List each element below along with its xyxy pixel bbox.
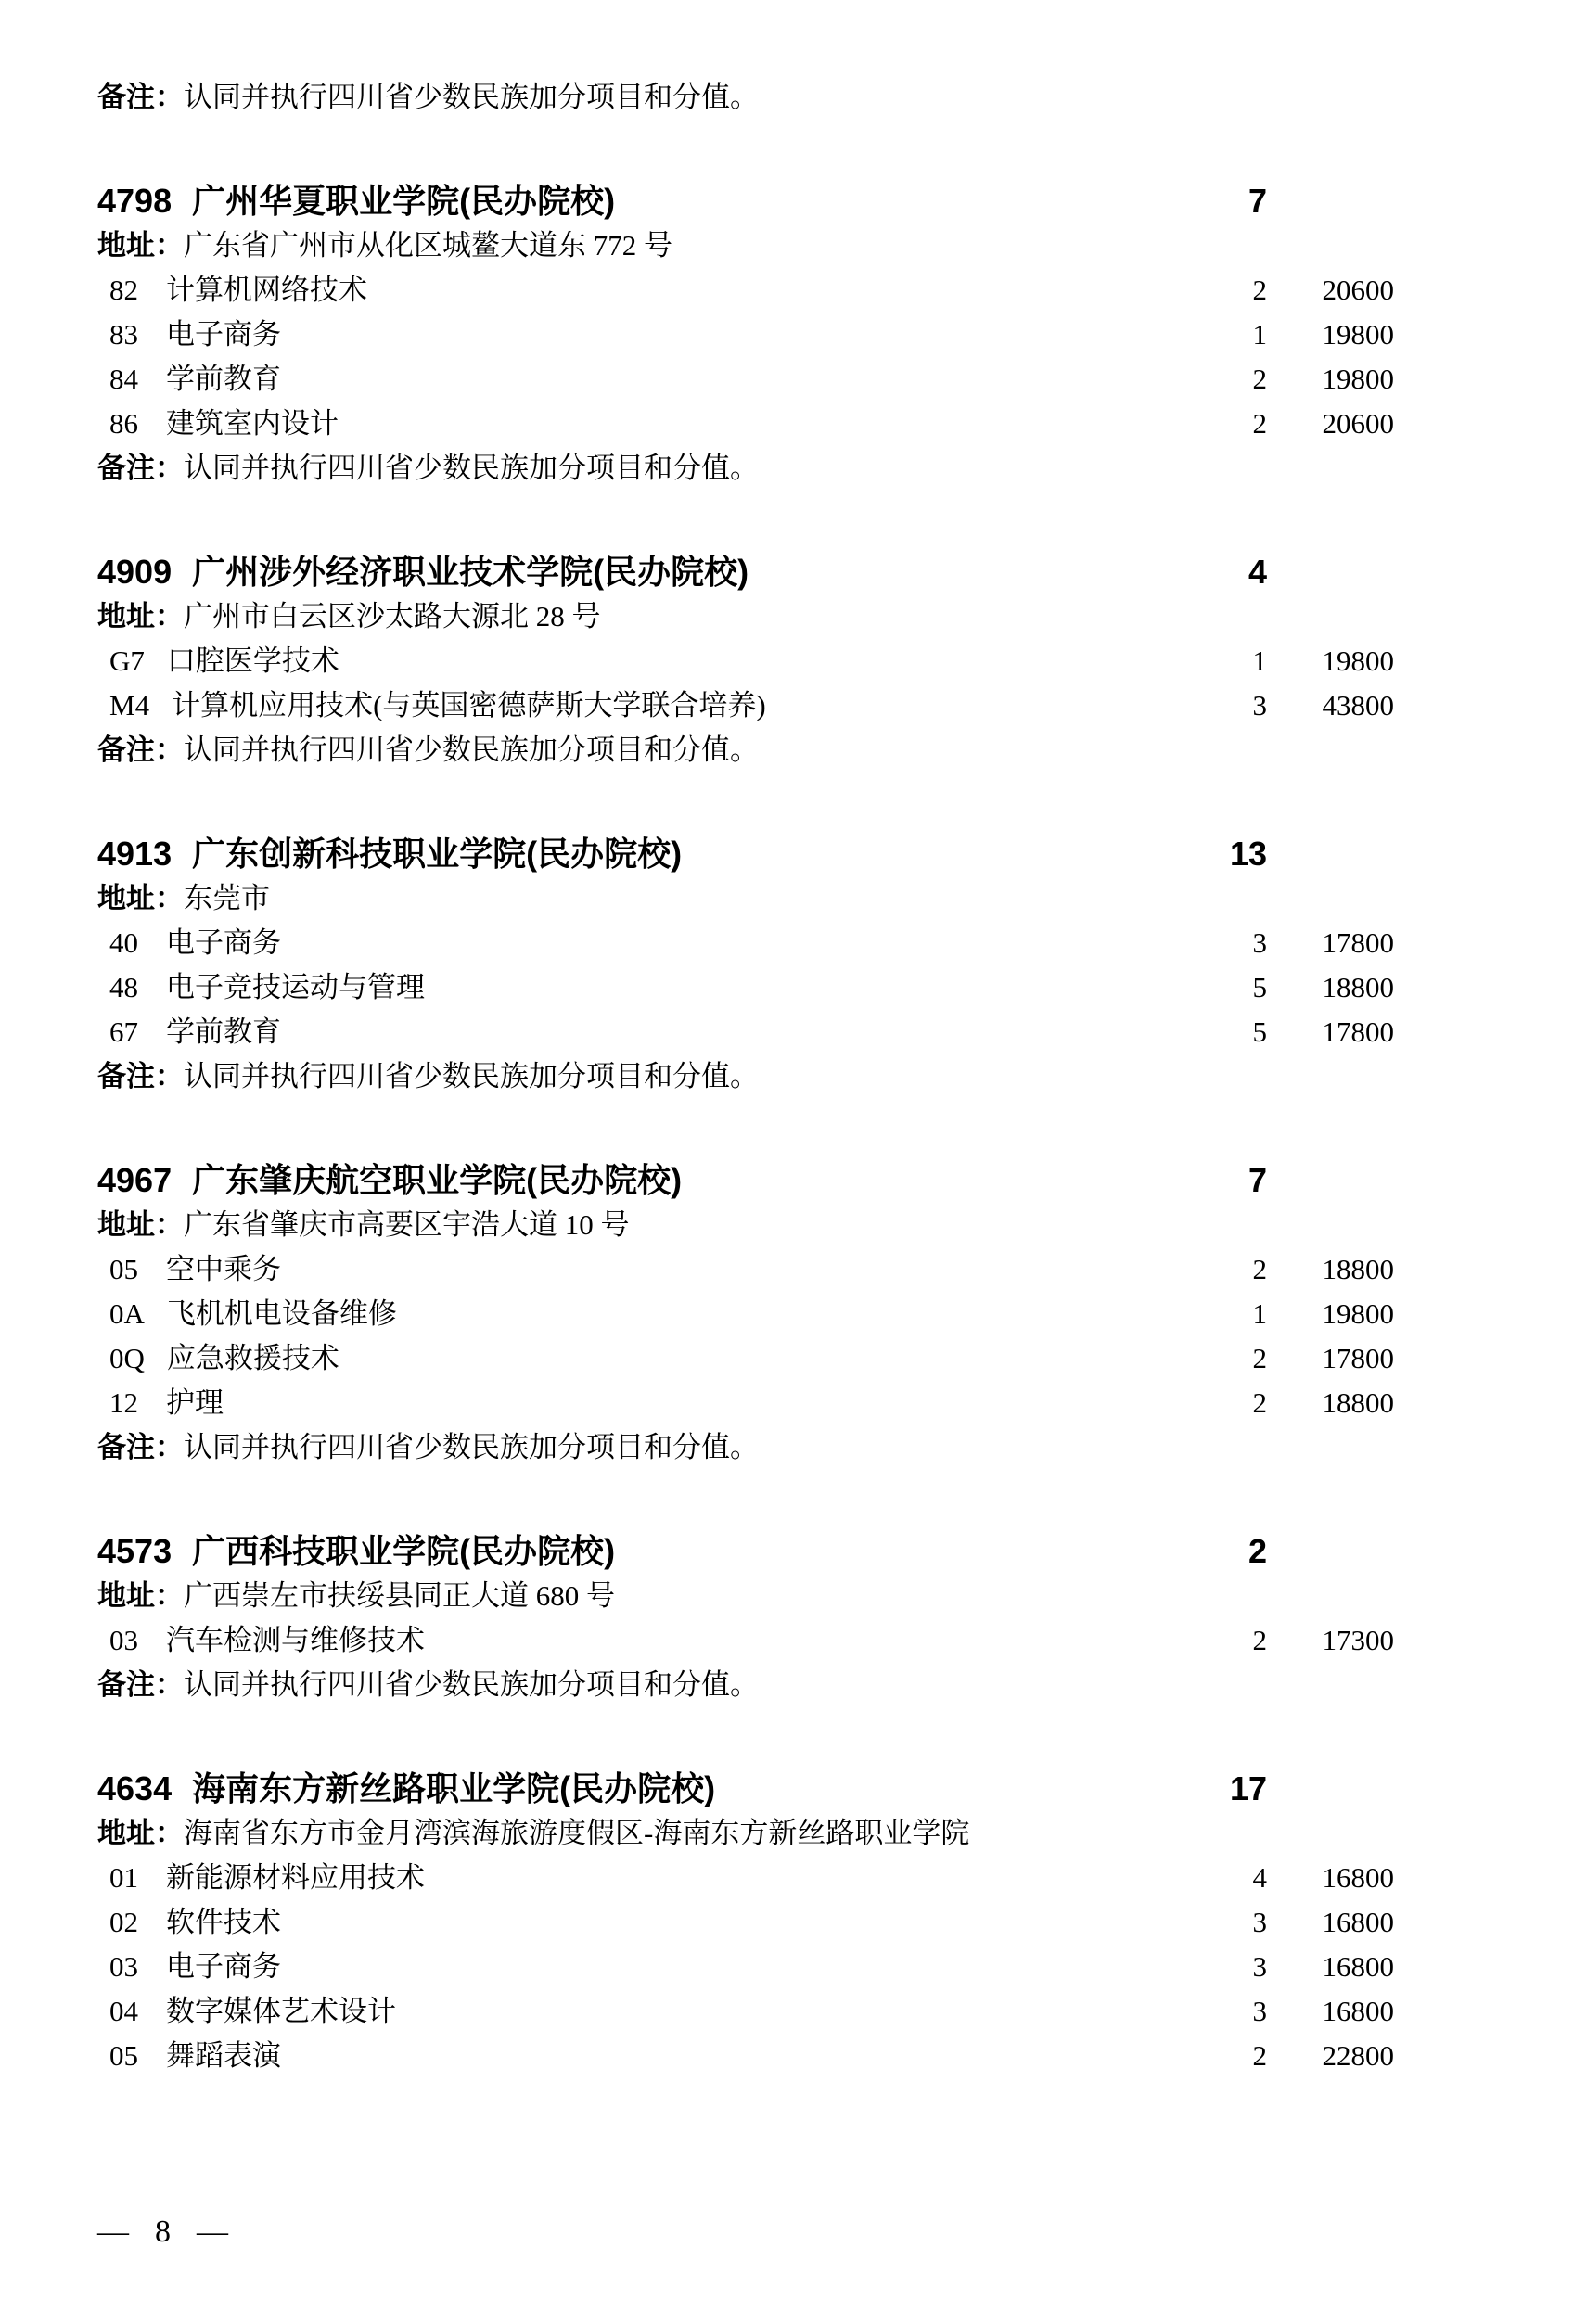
major-name: 飞机机电设备维修 <box>166 1297 397 1330</box>
school-address-line <box>97 1203 1574 1247</box>
major-fee: 18800 <box>1322 1253 1394 1285</box>
top-note-label: 备注： <box>97 81 184 113</box>
footer-dash-left: — <box>97 2215 129 2249</box>
major-count: 2 <box>1252 1342 1267 1374</box>
major-fee: 19800 <box>1322 318 1394 351</box>
page-footer <box>97 2210 228 2254</box>
major-name: 空中乘务 <box>166 1253 281 1285</box>
major-code: 82 <box>109 274 138 306</box>
address-text: 广东省肇庆市高要区宇浩大道 10 号 <box>184 1208 630 1241</box>
school-section <box>97 179 1574 491</box>
major-row <box>97 1247 1574 1292</box>
major-count: 3 <box>1252 689 1267 721</box>
major-code: 86 <box>109 407 138 440</box>
major-name: 电子商务 <box>166 1950 281 1983</box>
school-section <box>97 832 1574 1099</box>
school-name: 广西科技职业学院(民办院校) <box>192 1532 616 1570</box>
major-fee: 17300 <box>1322 1624 1394 1656</box>
major-rows <box>97 1618 1574 1663</box>
school-total-count: 2 <box>1248 1532 1267 1570</box>
major-row <box>97 1336 1574 1381</box>
address-text: 广东省广州市从化区城鳌大道东 772 号 <box>184 229 672 262</box>
major-code: 04 <box>109 1995 138 2027</box>
sections-list <box>97 179 1574 2078</box>
address-text: 广州市白云区沙太路大源北 28 号 <box>184 600 601 632</box>
school-section <box>97 550 1574 773</box>
major-count: 2 <box>1252 1624 1267 1656</box>
section-note-label: 备注： <box>97 1060 184 1092</box>
major-row <box>97 1856 1574 1900</box>
major-fee: 16800 <box>1322 1995 1394 2027</box>
major-name: 计算机应用技术(与英国密德萨斯大学联合培养) <box>172 689 766 721</box>
major-fee: 17800 <box>1322 926 1394 959</box>
section-note-line <box>97 1054 1574 1099</box>
major-count: 3 <box>1252 1906 1267 1938</box>
major-fee: 20600 <box>1322 274 1394 306</box>
major-fee: 22800 <box>1322 2039 1394 2072</box>
major-count: 2 <box>1252 2039 1267 2072</box>
school-code: 4909 <box>97 553 173 591</box>
major-row <box>97 639 1574 683</box>
major-count: 5 <box>1252 971 1267 1003</box>
section-note-label: 备注： <box>97 452 184 484</box>
major-code: 0Q <box>109 1342 145 1374</box>
section-note-line <box>97 446 1574 491</box>
address-label: 地址： <box>97 600 184 632</box>
major-row <box>97 1989 1574 2034</box>
major-row <box>97 2034 1574 2078</box>
school-name: 海南东方新丝路职业学院(民办院校) <box>192 1769 716 1807</box>
major-row <box>97 268 1574 313</box>
school-code: 4967 <box>97 1161 173 1199</box>
address-text: 广西崇左市扶绥县同正大道 680 号 <box>184 1579 615 1612</box>
major-code: 02 <box>109 1906 138 1938</box>
major-code: 03 <box>109 1950 138 1983</box>
major-code: 01 <box>109 1861 138 1894</box>
major-row <box>97 1381 1574 1425</box>
school-section <box>97 1767 1574 2078</box>
footer-page-number: 8 <box>155 2215 171 2249</box>
major-code: 83 <box>109 318 138 351</box>
major-row <box>97 1618 1574 1663</box>
school-section <box>97 1529 1574 1707</box>
major-rows <box>97 921 1574 1054</box>
major-count: 2 <box>1252 407 1267 440</box>
major-count: 5 <box>1252 1015 1267 1048</box>
major-fee: 19800 <box>1322 1297 1394 1330</box>
school-total-count: 7 <box>1248 1161 1267 1199</box>
section-note-label: 备注： <box>97 734 184 766</box>
school-code: 4913 <box>97 835 173 873</box>
major-row <box>97 683 1574 728</box>
school-name: 广东创新科技职业学院(民办院校) <box>192 835 683 873</box>
major-name: 应急救援技术 <box>166 1342 339 1374</box>
major-code: 40 <box>109 926 138 959</box>
major-name: 口腔医学技术 <box>166 645 339 677</box>
section-note-label: 备注： <box>97 1431 184 1463</box>
school-heading <box>97 1767 1574 1811</box>
footer-dash-right: — <box>197 2215 228 2249</box>
major-row <box>97 965 1574 1010</box>
major-code: 05 <box>109 2039 138 2072</box>
school-name: 广州华夏职业学院(民办院校) <box>192 182 616 220</box>
major-code: M4 <box>109 689 150 721</box>
major-fee: 19800 <box>1322 645 1394 677</box>
section-note-text: 认同并执行四川省少数民族加分项目和分值。 <box>184 1060 759 1092</box>
major-name: 电子竞技运动与管理 <box>166 971 425 1003</box>
major-count: 1 <box>1252 645 1267 677</box>
major-fee: 43800 <box>1322 689 1394 721</box>
major-row <box>97 357 1574 402</box>
major-row <box>97 313 1574 357</box>
major-row <box>97 1945 1574 1989</box>
major-row <box>97 1900 1574 1945</box>
address-text: 海南省东方市金月湾滨海旅游度假区-海南东方新丝路职业学院 <box>184 1817 970 1849</box>
school-name: 广州涉外经济职业技术学院(民办院校) <box>192 553 749 591</box>
major-code: 48 <box>109 971 138 1003</box>
major-code: 12 <box>109 1386 138 1419</box>
major-fee: 16800 <box>1322 1950 1394 1983</box>
section-note-text: 认同并执行四川省少数民族加分项目和分值。 <box>184 452 759 484</box>
major-count: 3 <box>1252 1995 1267 2027</box>
major-name: 数字媒体艺术设计 <box>166 1995 396 2027</box>
section-note-line <box>97 1663 1574 1707</box>
major-code: 67 <box>109 1015 138 1048</box>
school-address-line <box>97 1574 1574 1618</box>
address-label: 地址： <box>97 1579 184 1612</box>
major-row <box>97 921 1574 965</box>
major-rows <box>97 1247 1574 1425</box>
major-name: 计算机网络技术 <box>166 274 367 306</box>
major-count: 2 <box>1252 1386 1267 1419</box>
major-fee: 16800 <box>1322 1861 1394 1894</box>
school-total-count: 17 <box>1229 1769 1267 1807</box>
major-row <box>97 1010 1574 1054</box>
major-count: 3 <box>1252 1950 1267 1983</box>
major-fee: 20600 <box>1322 407 1394 440</box>
address-label: 地址： <box>97 1817 184 1849</box>
school-total-count: 7 <box>1248 182 1267 220</box>
major-code: G7 <box>109 645 145 677</box>
major-name: 舞蹈表演 <box>166 2039 281 2072</box>
school-code: 4573 <box>97 1532 173 1570</box>
school-heading <box>97 832 1574 876</box>
school-heading <box>97 550 1574 594</box>
school-name: 广东肇庆航空职业学院(民办院校) <box>192 1161 683 1199</box>
major-code: 84 <box>109 363 138 395</box>
school-heading <box>97 179 1574 223</box>
major-fee: 19800 <box>1322 363 1394 395</box>
major-name: 汽车检测与维修技术 <box>166 1624 425 1656</box>
major-name: 软件技术 <box>166 1906 281 1938</box>
major-name: 学前教育 <box>166 1015 281 1048</box>
address-label: 地址： <box>97 882 184 914</box>
major-rows <box>97 1856 1574 2078</box>
major-count: 2 <box>1252 1253 1267 1285</box>
major-name: 护理 <box>166 1386 224 1419</box>
major-code: 05 <box>109 1253 138 1285</box>
major-count: 3 <box>1252 926 1267 959</box>
address-label: 地址： <box>97 229 184 262</box>
major-fee: 18800 <box>1322 1386 1394 1419</box>
section-note-label: 备注： <box>97 1668 184 1701</box>
major-fee: 17800 <box>1322 1015 1394 1048</box>
school-code: 4798 <box>97 182 173 220</box>
major-name: 电子商务 <box>166 926 281 959</box>
major-count: 4 <box>1252 1861 1267 1894</box>
major-row <box>97 1292 1574 1336</box>
school-address-line <box>97 594 1574 639</box>
major-count: 2 <box>1252 363 1267 395</box>
section-note-text: 认同并执行四川省少数民族加分项目和分值。 <box>184 1668 759 1701</box>
top-note-text: 认同并执行四川省少数民族加分项目和分值。 <box>184 81 759 113</box>
school-address-line <box>97 876 1574 921</box>
top-note <box>97 75 1574 120</box>
major-rows <box>97 639 1574 728</box>
address-label: 地址： <box>97 1208 184 1241</box>
school-code: 4634 <box>97 1769 173 1807</box>
section-note-line <box>97 1425 1574 1470</box>
major-name: 学前教育 <box>166 363 281 395</box>
major-name: 建筑室内设计 <box>166 407 339 440</box>
major-name: 新能源材料应用技术 <box>166 1861 425 1894</box>
major-rows <box>97 268 1574 446</box>
school-heading <box>97 1158 1574 1203</box>
school-address-line <box>97 1811 1574 1856</box>
section-note-line <box>97 728 1574 773</box>
major-name: 电子商务 <box>166 318 281 351</box>
major-row <box>97 402 1574 446</box>
school-heading <box>97 1529 1574 1574</box>
major-count: 2 <box>1252 274 1267 306</box>
major-fee: 17800 <box>1322 1342 1394 1374</box>
school-section <box>97 1158 1574 1470</box>
major-fee: 18800 <box>1322 971 1394 1003</box>
major-code: 03 <box>109 1624 138 1656</box>
school-address-line <box>97 223 1574 268</box>
section-note-text: 认同并执行四川省少数民族加分项目和分值。 <box>184 1431 759 1463</box>
major-fee: 16800 <box>1322 1906 1394 1938</box>
major-code: 0A <box>109 1297 145 1330</box>
major-count: 1 <box>1252 318 1267 351</box>
section-note-text: 认同并执行四川省少数民族加分项目和分值。 <box>184 734 759 766</box>
address-text: 东莞市 <box>184 882 270 914</box>
school-total-count: 13 <box>1229 835 1267 873</box>
major-count: 1 <box>1252 1297 1267 1330</box>
school-total-count: 4 <box>1248 553 1267 591</box>
